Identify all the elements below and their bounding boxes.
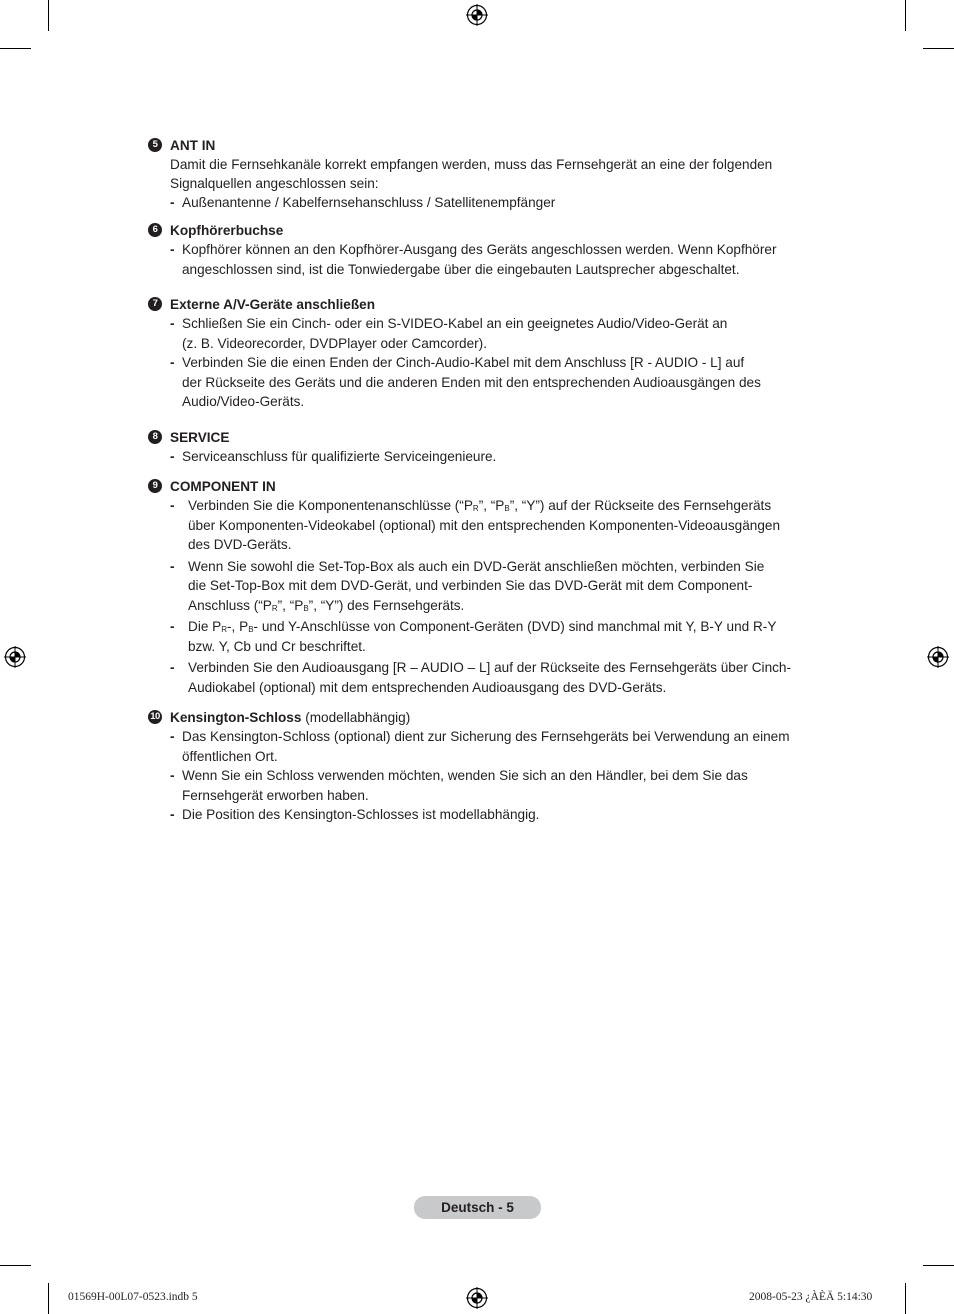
section-title: ANT IN — [170, 138, 216, 153]
print-slug-left: 01569H-00L07-0523.indb 5 — [68, 1291, 198, 1303]
registration-mark-icon — [466, 1287, 488, 1309]
bullet-text-line: Die $P_R-$, $P_B-$ und Y-Anschlüsse von Component-Geräten (DVD) sind manchmal mit Y, B-Y und R-Y — [188, 619, 777, 634]
bullet-item — [148, 447, 848, 467]
bullet-text-line: über Komponenten-Videokabel (optional) mit den entsprechenden Komponenten-Videoausgängen — [188, 517, 781, 533]
section-heading — [148, 708, 848, 727]
section-externe-av-geraete — [148, 295, 848, 412]
bullet-item — [148, 727, 848, 766]
bullet-dash: - — [170, 729, 175, 744]
bullet-text-line: Fernsehgerät erworben haben. — [182, 787, 369, 803]
section-number-badge: 5 — [148, 138, 162, 152]
section-paragraph-line: Signalquellen angeschlossen sein: — [170, 176, 379, 191]
bullet-item — [148, 557, 848, 616]
section-number-badge: 7 — [148, 297, 162, 311]
section-number-badge: 10 — [148, 710, 162, 724]
crop-mark — [923, 1265, 954, 1266]
section-title: COMPONENT IN — [170, 479, 276, 494]
section-title: SERVICE — [170, 430, 230, 445]
bullet-text-line: Wenn Sie sowohl die Set-Top-Box als auch ein DVD-Gerät anschließen möchten, verbinden Sie — [188, 558, 765, 574]
bullet-text-line: Verbinden Sie den Audioausgang [R – AUDIO – L] auf der Rückseite des Fernsehgeräts über Cinch- — [188, 660, 792, 675]
bullet-text-line: Audiokabel (optional) mit dem entsprechenden Audioausgang des DVD-Geräts. — [188, 679, 667, 695]
section-heading — [148, 295, 848, 314]
bullet-text-line: Verbinden Sie die Komponentenanschlüsse (“$P_R$”, “$P_B$”, “Y”) auf der Rückseite des Fernsehgeräts — [188, 498, 772, 513]
section-title-note: (modellabhängig) — [301, 710, 411, 725]
bullet-item — [148, 617, 848, 656]
registration-mark-icon — [927, 646, 949, 668]
bullet-text-line: Die Position des Kensington-Schlosses ist modellabhängig. — [182, 807, 540, 822]
bullet-dash: - — [170, 242, 175, 257]
bullet-dash: - — [170, 449, 175, 464]
bullet-text-line: der Rückseite des Geräts und die anderen Enden mit den entsprechenden Audioausgängen des — [182, 374, 761, 390]
bullet-item — [148, 805, 848, 825]
bullet-dash: - — [170, 768, 175, 783]
bullet-text-line: Außenantenne / Kabelfernsehanschluss / Satellitenempfänger — [182, 195, 556, 210]
section-kensington-schloss — [148, 708, 848, 825]
bullet-text-line: Audio/Video-Geräts. — [182, 394, 305, 409]
bullet-text-line: Verbinden Sie die einen Enden der Cinch-Audio-Kabel mit dem Anschluss [R - AUDIO - L] auf — [182, 355, 745, 370]
page-number-badge: Deutsch - 5 — [414, 1196, 541, 1219]
bullet-item — [148, 496, 848, 555]
section-title: Kopfhörerbuchse — [170, 223, 284, 238]
bullet-dash: - — [170, 660, 175, 675]
print-slug-right: 2008-05-23 ¿ÀÈÄ 5:14:30 — [749, 1291, 873, 1303]
bullet-dash: - — [170, 558, 175, 574]
bullet-text-line: (z. B. Videorecorder, DVDPlayer oder Camcorder). — [182, 335, 487, 351]
bullet-dash: - — [170, 316, 175, 331]
bullet-text-line: bzw. Y, Cb und Cr beschriftet. — [188, 638, 366, 654]
section-heading — [148, 428, 848, 447]
bullet-dash: - — [170, 619, 175, 634]
bullet-item — [148, 240, 848, 279]
bullet-text-line: Kopfhörer können an den Kopfhörer-Ausgang des Geräts angeschlossen werden. Wenn Kopfhörer — [182, 242, 777, 257]
bullet-dash: - — [170, 195, 175, 210]
bullet-item — [148, 353, 848, 412]
crop-mark — [48, 1283, 49, 1314]
bullet-dash: - — [170, 355, 175, 370]
section-paragraph-line: Damit die Fernsehkanäle korrekt empfangen werden, muss das Fernsehgerät an eine der folgenden — [170, 157, 773, 172]
registration-mark-icon — [466, 4, 488, 26]
section-heading — [148, 221, 848, 240]
crop-mark — [0, 48, 31, 49]
section-number-badge: 8 — [148, 430, 162, 444]
bullet-item — [148, 766, 848, 805]
bullet-text-line: Schließen Sie ein Cinch- oder ein S-VIDEO-Kabel an ein geeignetes Audio/Video-Gerät an — [182, 316, 728, 331]
section-kopfhoererbuchse — [148, 221, 848, 279]
bullet-text-line: Das Kensington-Schloss (optional) dient zur Sicherung des Fernsehgeräts bei Verwendung an einem — [182, 729, 790, 744]
crop-mark — [0, 1265, 31, 1266]
bullet-dash: - — [170, 498, 175, 513]
bullet-item — [148, 193, 848, 213]
section-number-badge: 6 — [148, 223, 162, 237]
section-title: Externe A/V-Geräte anschließen — [170, 297, 375, 312]
section-ant-in — [148, 136, 848, 213]
bullet-text-line: Wenn Sie ein Schloss verwenden möchten, wenden Sie sich an den Händler, bei dem Sie das — [182, 768, 748, 783]
section-component-in — [148, 477, 848, 697]
bullet-text-line: die Set-Top-Box mit dem DVD-Gerät, und verbinden Sie das DVD-Gerät mit dem Component- — [188, 578, 753, 593]
bullet-text-line: öffentlichen Ort. — [182, 748, 278, 764]
bullet-text-line: angeschlossen sind, ist die Tonwiedergabe über die eingebauten Lautsprecher abgeschaltet. — [182, 261, 740, 277]
bullet-text-line: Serviceanschluss für qualifizierte Serviceingenieure. — [182, 449, 497, 464]
crop-mark — [905, 0, 906, 31]
bullet-item — [148, 314, 848, 353]
crop-mark — [48, 0, 49, 31]
crop-mark — [905, 1283, 906, 1314]
section-service — [148, 428, 848, 467]
bullet-text-line: Anschluss (“$P_R$”, “$P_B$”, “Y”) des Fernsehgeräts. — [188, 597, 465, 613]
section-heading — [148, 136, 848, 155]
bullet-dash: - — [170, 807, 175, 822]
registration-mark-icon — [4, 646, 26, 668]
bullet-item — [148, 658, 848, 697]
bullet-text-line: des DVD-Geräts. — [188, 537, 292, 552]
section-number-badge: 9 — [148, 479, 162, 493]
section-heading — [148, 477, 848, 496]
section-title: Kensington-Schloss (modellabhängig) — [170, 710, 411, 725]
crop-mark — [923, 48, 954, 49]
